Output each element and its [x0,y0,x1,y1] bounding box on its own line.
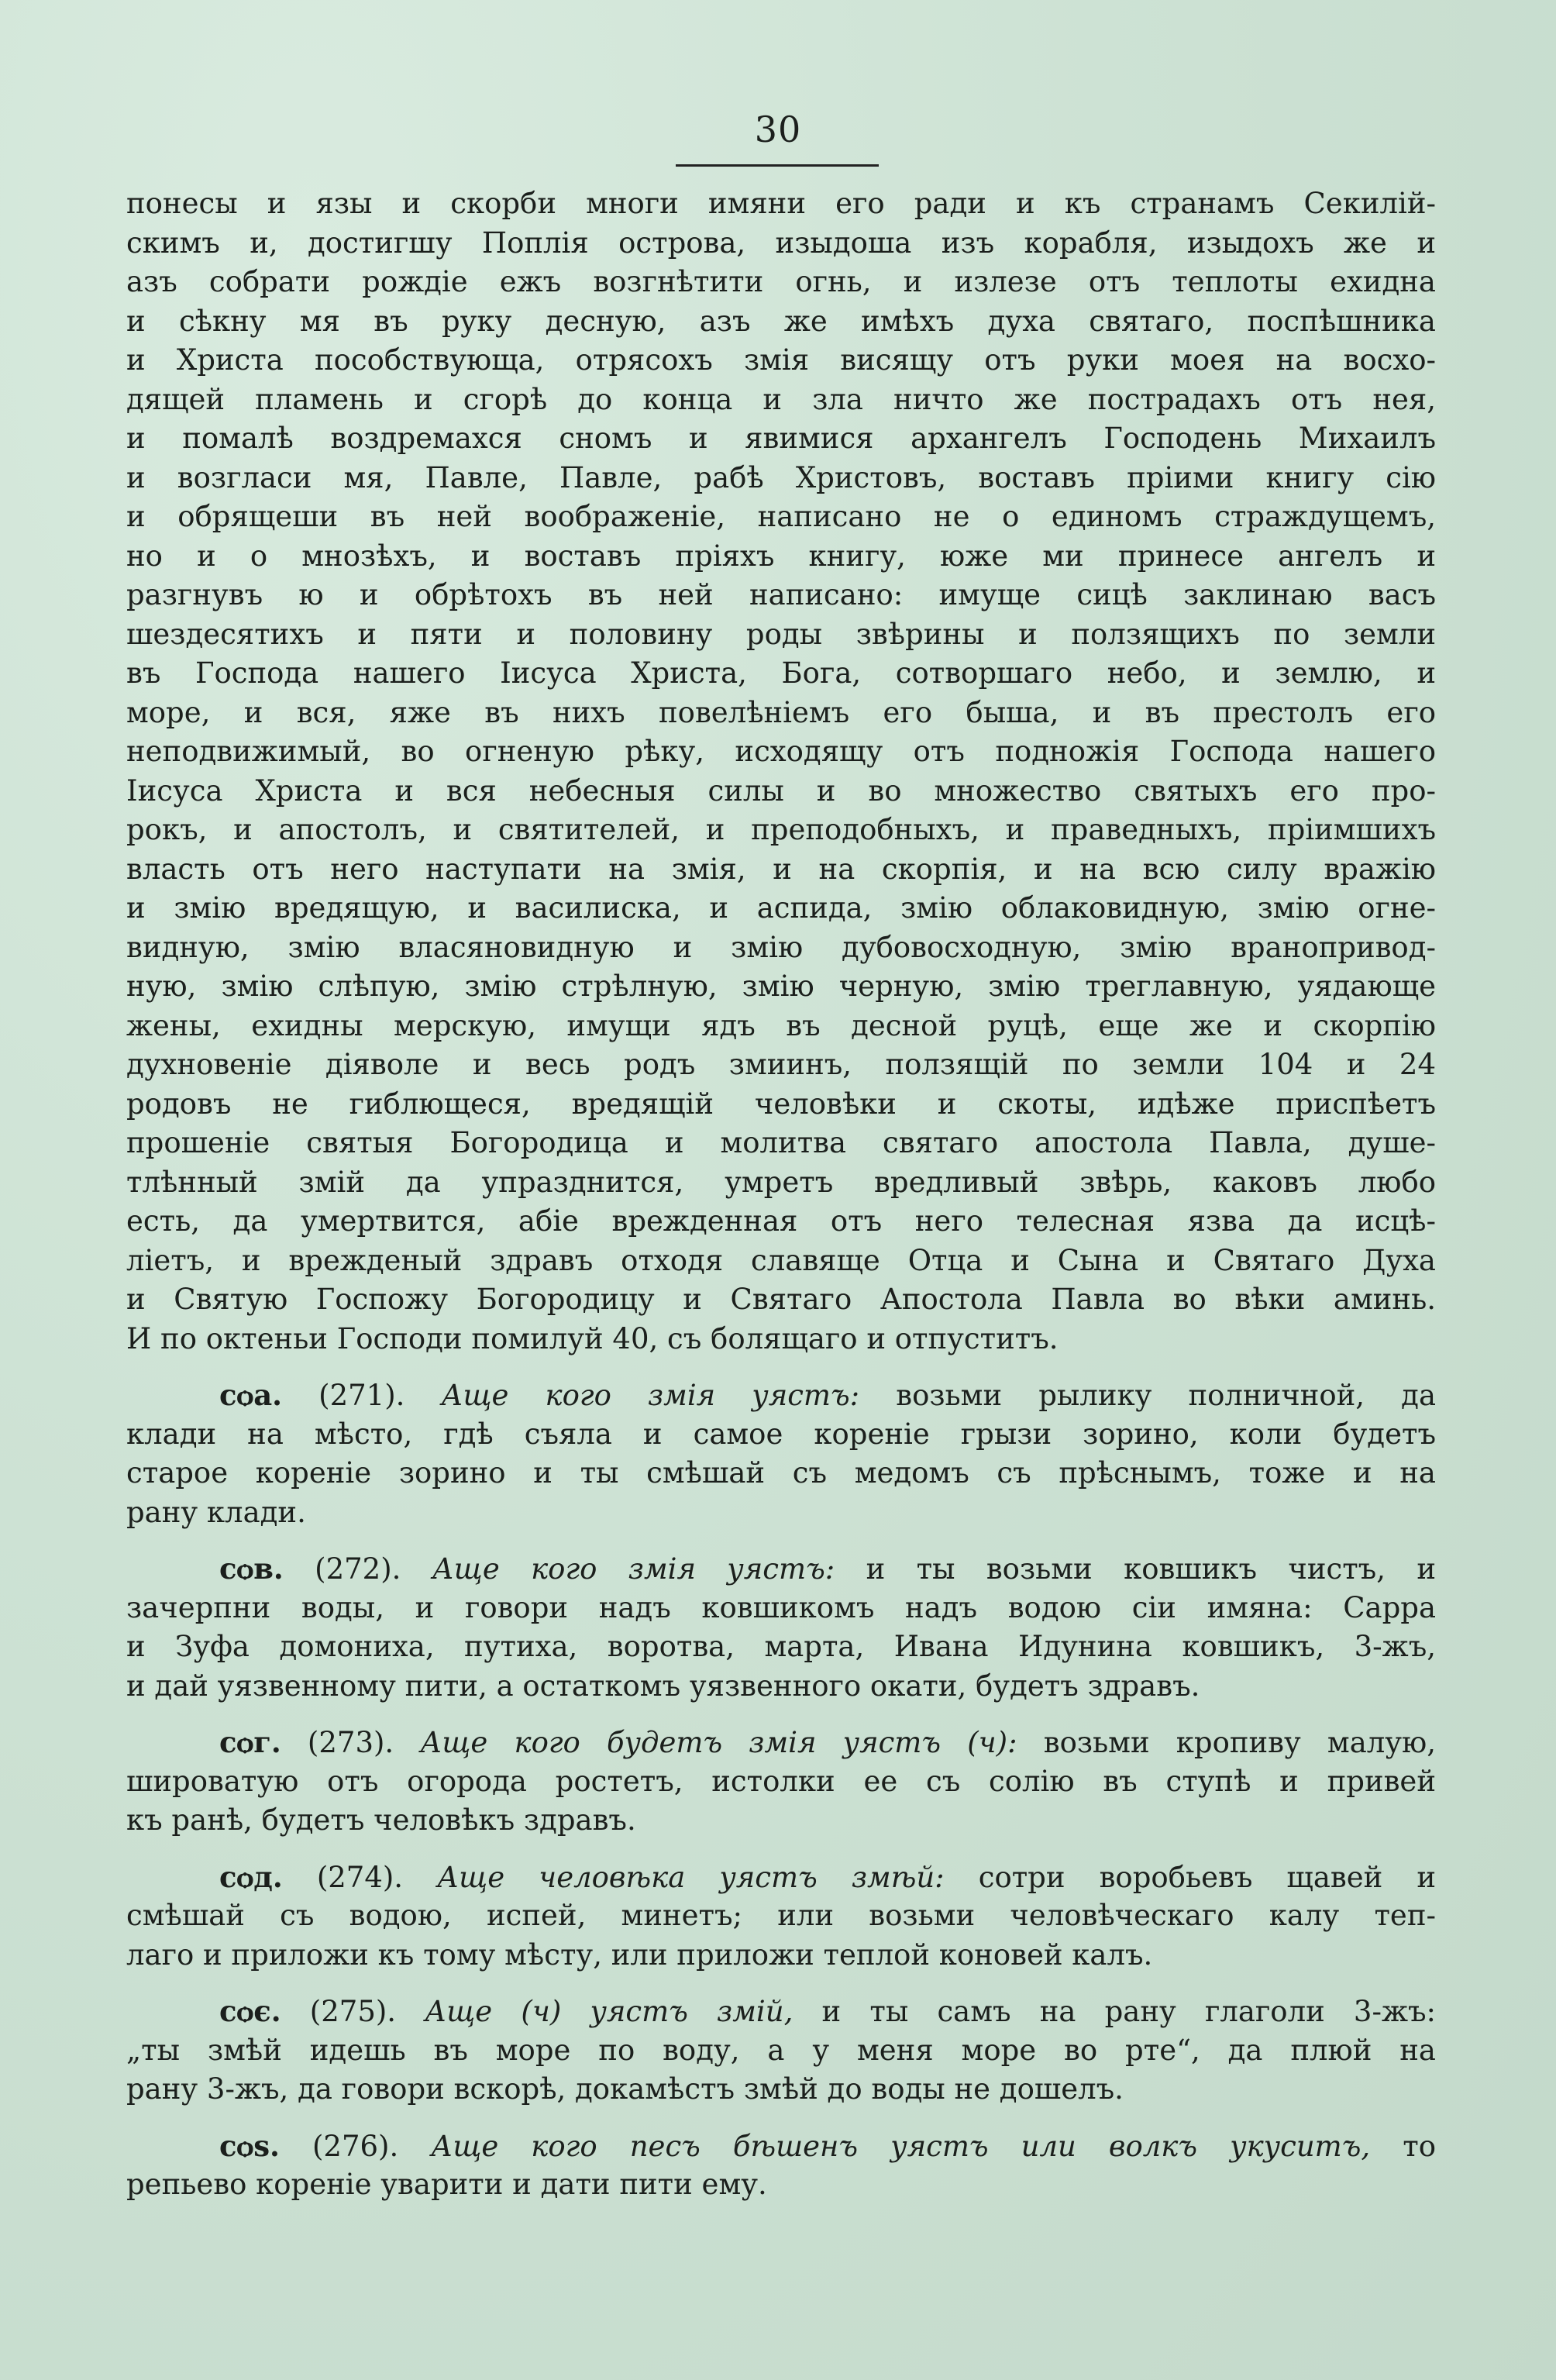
text-line: прошеніе святыя Богородица и молитва святаго апостола Павла, душе- [126,1126,1436,1159]
text-line: неподвижимый, во огненую рѣку, исходящу отъ подножія Господа нашего [126,735,1436,768]
text-line: рану 3-жъ, да говори вскорѣ, докамѣстъ змѣй до воды не дошелъ. [126,2072,1124,2106]
text-line: разгнувъ ю и обрѣтохъ въ ней написано: имуще сицѣ заклинаю васъ [126,578,1436,611]
entry-title: Аще (ч) уястъ змій, [425,1995,793,2028]
text-line: и дай уязвенному пити, а остаткомъ уязвенного окати, будетъ здравъ. [126,1669,1200,1703]
entry-276 [126,2127,1436,2205]
text-line: ную, змію слѣпую, змію стрѣлную, змію черную, змію треглавную, уядающе [126,970,1436,1003]
text-line: клади на мѣсто, гдѣ съяла и самое кореніе грызи зорино, коли будетъ [126,1417,1436,1451]
text-line: азъ собрати рождіе ежъ возгнѣтити огнь, и излезе отъ теплоты ехидна [126,265,1436,298]
page-text [126,184,1436,2205]
text-line: и Христа пособствующа, отрясохъ змія висящу отъ руки моея на восхо- [126,343,1436,377]
entry-273 [126,1723,1436,1841]
text-line: но и о мнозѣхъ, и воставъ пріяхъ книгу, юже ми принесе ангелъ и [126,539,1436,573]
entry-label: сѻа. [219,1378,283,1412]
entry-label: сѻг. [219,1725,281,1759]
main-paragraph [126,184,1436,1359]
entry-text: и ты самъ на рану глаголи 3-жъ: [821,1995,1437,2028]
entry-label: сѻд. [219,1859,283,1894]
text-line: понесы и язы и скорби многи имяни его ради и къ странамъ Секилій- [126,187,1436,220]
text-line: къ ранѣ, будетъ человѣкъ здравъ. [126,1803,636,1837]
entry-first-line [126,1992,1436,2031]
entry-274 [126,1858,1436,1975]
entry-number: (271). [318,1379,405,1412]
text-line: и сѣкну мя въ руку десную, азъ же имѣхъ духа святаго, поспѣшника [126,304,1436,338]
entry-number: (273). [307,1726,394,1759]
entry-first-line [126,1549,1436,1589]
entry-label: сѻв. [219,1552,284,1586]
text-line: море, и вся, яже въ нихъ повелѣніемъ его быша, и въ престолъ его [126,695,1436,729]
text-line: „ты змѣй идешь въ море по воду, а у меня море во рте“, да плюй на [126,2033,1436,2067]
text-line: шездесятихъ и пяти и половину роды звѣрины и ползящихъ по земли [126,617,1436,651]
entry-text: и ты возьми ковшикъ чистъ, и [866,1552,1436,1586]
text-line: и помалѣ воздремахся сномъ и явимися архангелъ Господень Михаилъ [126,422,1436,455]
text-line: И по октеньи Господи помилуй 40, съ болящаго и отпуститъ. [126,1321,1059,1355]
entry-272 [126,1549,1436,1706]
entry-first-line [126,1723,1436,1762]
text-line: духновеніе діяволе и весь родъ змиинъ, ползящій по земли 104 и 24 [126,1048,1436,1081]
text-line: и обрящеши въ ней воображеніе, написано не о единомъ страждущемъ, [126,500,1436,533]
text-line: и возгласи мя, Павле, Павле, рабѣ Христовъ, воставъ пріими книгу сію [126,460,1436,494]
entry-text: то [1403,2129,1436,2163]
text-line: смѣшай съ водою, испей, минетъ; или возьми человѣческаго калу теп- [126,1899,1436,1932]
text-line: ліетъ, и врежденый здравъ отходя славяще Отца и Сына и Святаго Духа [126,1243,1436,1277]
text-line: тлѣнный змій да упразднится, умретъ вредливый звѣрь, каковъ любо [126,1165,1436,1199]
entry-title: Аще кого змія уястъ: [432,1552,835,1586]
text-line: Іисуса Христа и вся небесныя силы и во множество святыхъ его про- [126,773,1436,808]
entry-title: Аще кого песъ бѣшенъ уястъ или волкъ укуситъ, [431,2129,1371,2163]
entry-275 [126,1992,1436,2110]
entry-title: Аще кого будетъ змія уястъ (ч): [420,1726,1017,1759]
text-line: есть, да умертвится, абіе врежденная отъ него телесная язва да исцѣ- [126,1204,1436,1238]
text-line: репьево кореніе уварити и дати пити ему. [126,2168,767,2201]
entry-number: (274). [316,1860,404,1894]
text-line: жены, ехидны мерскую, имущи ядъ въ десной руцѣ, еще же и скорпію [126,1008,1436,1042]
text-line: видную, змію власяновидную и змію дубовосходную, змію вранопривод- [126,930,1436,964]
text-line: рокъ, и апостолъ, и святителей, и преподобныхъ, и праведныхъ, пріимшихъ [126,813,1436,846]
entry-text: сотри воробьевъ щавей и [978,1860,1437,1894]
entry-text: возьми кропиву малую, [1043,1726,1437,1759]
text-line: и змію вредящую, и василиска, и аспида, змію облаковидную, змію огне- [126,891,1436,925]
text-line: скимъ и, достигшу Поплія острова, изыдоша изъ корабля, изыдохъ же и [126,226,1436,260]
text-line: широватую отъ огорода ростетъ, истолки ее съ солію въ ступѣ и привей [126,1764,1436,1798]
header-rule [676,164,879,167]
text-line: дящей пламень и сгорѣ до конца и зла ничто же пострадахъ отъ нея, [126,382,1436,416]
entry-label: сѻє. [219,1994,281,2028]
entry-first-line [126,1376,1436,1415]
text-line: лаго и приложи къ тому мѣсту, или приложи теплой коновей калъ. [126,1937,1153,1972]
entry-title: Аще человѣка уястъ змѣй: [437,1860,945,1894]
text-line: зачерпни воды, и говори надъ ковшикомъ надъ водою сіи имяна: Сарра [126,1590,1436,1624]
entry-number: (272). [315,1552,401,1586]
entry-first-line [126,1858,1436,1897]
text-line: рану клади. [126,1495,306,1529]
text-line: власть отъ него наступати на змія, и на скорпія, и на всю силу вражію [126,852,1436,886]
text-line: и Святую Госпожу Богородицу и Святаго Апостола Павла во вѣки аминь. [126,1283,1436,1316]
entry-title: Аще кого змія уястъ: [441,1379,860,1412]
text-line: старое кореніе зорино и ты смѣшай съ медомъ съ прѣснымъ, тоже и на [126,1456,1436,1490]
entry-text: возьми рылику полничной, да [896,1379,1437,1412]
entry-number: (275). [309,1995,397,2028]
text-line: въ Господа нашего Іисуса Христа, Бога, сотворшаго небо, и землю, и [126,656,1436,690]
entry-first-line [126,2127,1436,2166]
text-line: и Зуфа домониха, путиха, воротва, марта, Ивана Идунина ковшикъ, 3-жъ, [126,1630,1436,1663]
page-number: 30 [754,108,802,150]
entry-label: сѻѕ. [219,2128,280,2163]
entry-number: (276). [312,2129,399,2163]
entry-271 [126,1376,1436,1532]
text-line: родовъ не гиблющеся, вредящій человѣки и скоты, идѣже приспѣетъ [126,1087,1436,1121]
